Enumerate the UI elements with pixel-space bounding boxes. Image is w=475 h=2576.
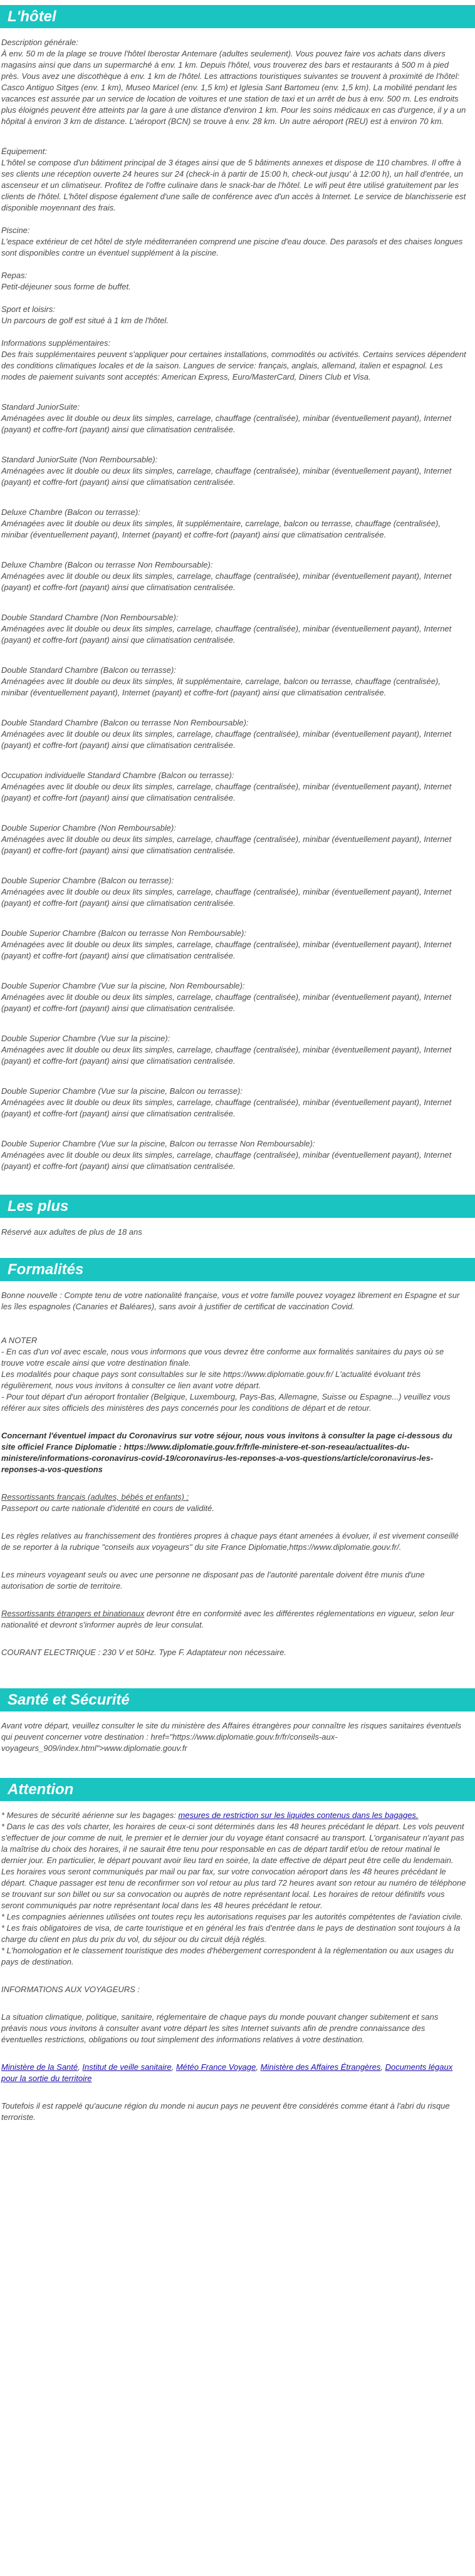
room-name: Standard JuniorSuite:: [1, 402, 80, 412]
official-links: Ministère de la Santé, Institut de veille sanitaire, Météo France Voyage, Ministère des Affaires Étrangères, Documents légaux pour la sortie du territoire: [1, 2062, 453, 2083]
room-item: [1, 559, 466, 593]
room-item: [1, 402, 466, 435]
note-label: A NOTER: [1, 1336, 38, 1345]
plus-content: [0, 1227, 475, 1238]
section-sante: [0, 1670, 475, 1754]
electric-current-text: COURANT ELECTRIQUE : 230 V et 50Hz. Type F. Adaptateur non nécessaire.: [1, 1648, 286, 1657]
charter-flights-text: * Dans le cas des vols charter, les horaires de ceux-ci sont déterminés dans les 48 heures précédant le départ. Les vols peuvent s'effectuer de jour comme de nuit, le premier et le dernier jour du voyage étant consacré au transport. L'organisateur n'ayant pas la maîtrise du choix des horaires, il ne saurait être tenu pour responsable en cas de départ tardif et/ou de retour matinal le dernier jour. En particulier, le départ pouvant avoir lieu tard en soirée, la date effective de départ peut être celle du lendemain. Les horaires vous seront communiqués par mail ou par fax, sur votre convocation aéroport dans les 48 heures précédant le départ. Chaque passager est tenu de reconfirmer son vol retour au plus tard 72 heures avant son retour au numéro de téléphone se trouvant sur son billet ou sur sa convocation ou auprès de notre représentant local. Les horaires de retour définitifs vous seront communiqués par notre représentant local dans les 48 heures précédant le retour.: [1, 1822, 466, 1910]
room-name: Double Superior Chambre (Vue sur la piscine):: [1, 1034, 170, 1043]
room-item: [1, 980, 466, 1014]
hotel-content: [0, 37, 475, 1172]
room-item: [1, 454, 466, 488]
room-description: Aménagées avec lit double ou deux lits simples, carrelage, chauffage (centralisée), minibar (éventuellement payant), Internet (payant) et coffre-fort (payant) ainsi que climatisation centralisée.: [1, 1150, 452, 1171]
sport-text: Un parcours de golf est situé à 1 km de l'hôtel.: [1, 316, 169, 325]
foreign-nationals-text: devront être en conformité avec les différentes réglementations en vigueur, selon leur nationalité et devront s'informer auprès de leur consulat.: [1, 1609, 454, 1629]
sante-content: [0, 1720, 475, 1754]
foreign-nationals: [1, 1608, 466, 1631]
room-item: [1, 1033, 466, 1067]
formalites-note: [1, 1335, 466, 1414]
info-text: Des frais supplémentaires peuvent s'appliquer pour certaines installations, commodités ou activités. Certains services dépendent des conditions climatiques locales et de la saison. Langues de service: français, anglais, allemand, italien et espagnol. Les modes de paiement suivants sont acceptés: American Express, Euro/MasterCard, Diners Club et Visa.: [1, 350, 466, 382]
formalites-intro: Bonne nouvelle : Compte tenu de votre nationalité française, vous et votre famille pouvez voyagez librement en Espagne et sur les îles espagnoles (Canaries et Baléares), sans avoir à justifier de certificat de vaccination Covid.: [1, 1291, 460, 1311]
room-item: [1, 928, 466, 962]
meals-text: Petit-déjeuner sous forme de buffet.: [1, 282, 131, 291]
description-text: À env. 50 m de la plage se trouve l'hôtel Iberostar Antemare (adultes seulement). Vous pouvez faire vos achats dans divers magasins ainsi que dans un supermarché à env. 1 km. Depuis l'hôtel, vous trouverez des bars et restaurants à 500 m à pied près. Vous avez une discothèque à env. 1 km de l'hôtel. Les attractions touristiques suivantes se trouvent à proximité de l'hôtel: Casco Antiguo Sitges (env. 1 km), Museo Maricel (env. 1,5 km) et Iglesia Sant Bartomeu (env. 1,5 km). La mobilité pendant les vacances est assurée par un service de location de voitures et une station de taxi et un arrêt de bus à env. 500 m. Les endroits plus éloignés peuvent être atteints par la gare à une distance d'environ 1 km. Pour les soins médicaux en cas d'urgence, il y a un hôpital à environ 3 km de distance. L'aéroport (BCN) se trouve à env. 28 km. Un autre aéroport (REU) est à environ 70 km.: [1, 49, 466, 126]
room-description: Aménagées avec lit double ou deux lits simples, carrelage, chauffage (centralisée), minibar (éventuellement payant), Internet (payant) et coffre-fort (payant) ainsi que climatisation centralisée.: [1, 413, 452, 434]
room-description: Aménagées avec lit double ou deux lits simples, carrelage, chauffage (centralisée), minibar (éventuellement payant), Internet (payant) et coffre-fort (payant) ainsi que climatisation centralisée.: [1, 834, 452, 855]
room-name: Double Standard Chambre (Balcon ou terrasse):: [1, 665, 176, 675]
travellers-info-label: INFORMATIONS AUX VOYAGEURS :: [1, 1985, 140, 1994]
liquids-restriction-link[interactable]: mesures de restriction sur les liquides contenus dans les bagages.: [178, 1810, 419, 1820]
description-label: Description générale:: [1, 38, 78, 47]
room-name: Double Standard Chambre (Balcon ou terrasse Non Remboursable):: [1, 718, 249, 727]
room-description: Aménagées avec lit double ou deux lits simples, carrelage, chauffage (centralisée), minibar (éventuellement payant), Internet (payant) et coffre-fort (payant) ainsi que climatisation centralisée.: [1, 887, 452, 908]
room-name: Double Superior Chambre (Vue sur la piscine, Balcon ou terrasse):: [1, 1086, 243, 1096]
room-description: Aménagées avec lit double ou deux lits simples, carrelage, chauffage (centralisée), minibar (éventuellement payant), Internet (payant) et coffre-fort (payant) ainsi que climatisation centralisée.: [1, 1045, 452, 1066]
room-description: Aménagées avec lit double ou deux lits simples, carrelage, chauffage (centralisée), minibar (éventuellement payant), Internet (payant) et coffre-fort (payant) ainsi que climatisation centralisée.: [1, 1098, 452, 1118]
section-attention: [0, 1765, 475, 2123]
equipment-text: L'hôtel se compose d'un bâtiment principal de 3 étages ainsi que de 5 bâtiments annexes et dispose de 110 chambres. Il offre à ses clients une réception ouverte 24 heures sur 24 (check-in à partir de 15:00 h, check-out jusqu' à 12:00 h), un hall d'entrée, un ascenseur et un climatiseur. Profitez de l'offre culinaire dans le snack-bar de l'hôtel. Le wifi peut être utilisé gratuitement par les clients de l'hôtel. L'hôtel dispose également d'une salle de conférence avec d'un accès à Internet. Le service de blanchisserie est disponible moyennant des frais.: [1, 158, 466, 212]
room-name: Standard JuniorSuite (Non Remboursable):: [1, 455, 158, 464]
room-description: Aménagées avec lit double ou deux lits simples, carrelage, chauffage (centralisée), minibar (éventuellement payant), Internet (payant) et coffre-fort (payant) ainsi que climatisation centralisée.: [1, 624, 452, 645]
link-ministere-sante[interactable]: Ministère de la Santé: [1, 2062, 78, 2072]
section-title-plus: Les plus: [0, 1195, 475, 1218]
room-description: Aménagées avec lit double ou deux lits simples, carrelage, chauffage (centralisée), minibar (éventuellement payant), Internet (payant) et coffre-fort (payant) ainsi que climatisation centralisée.: [1, 992, 452, 1013]
room-item: [1, 507, 466, 541]
link-documents-legaux[interactable]: Documents légaux pour la sortie du territoire: [1, 2062, 453, 2083]
hotel-info: [1, 338, 466, 383]
travellers-info-text: La situation climatique, politique, sanitaire, réglementaire de chaque pays du monde pouvant changer subitement et sans préavis nous vous invitons à consulter avant votre départ les sites Internet suivants afin de prendre connaissance des éventuelles restrictions, obligations ou tout simplement des informations relatives à votre destination.: [1, 2012, 439, 2044]
room-item: [1, 665, 466, 699]
french-nationals-label: Ressortissants français (adultes, bébés et enfants) :: [1, 1492, 189, 1502]
room-description: Aménagées avec lit double ou deux lits simples, lit supplémentaire, carrelage, balcon ou terrasse, chauffage (centralisée), minibar (éventuellement payant), Internet (payant) et coffre-fort (payant) ainsi que climatisation centralisée.: [1, 677, 441, 697]
room-item: [1, 717, 466, 751]
equipment-label: Équipement:: [1, 147, 47, 156]
hotel-sport: [1, 304, 466, 326]
room-description: Aménagées avec lit double ou deux lits simples, lit supplémentaire, carrelage, balcon ou terrasse, chauffage (centralisée), minibar (éventuellement payant), Internet (payant) et coffre-fort (payant) ainsi que climatisation centralisée.: [1, 519, 441, 539]
room-name: Deluxe Chambre (Balcon ou terrasse Non Remboursable):: [1, 560, 213, 569]
minors-text: Les mineurs voyageant seuls ou avec une personne ne disposant pas de l'autorité parentale doivent être munis d'une autorisation de sortie de territoire.: [1, 1570, 425, 1591]
foreign-nationals-label: Ressortissants étrangers et binationaux: [1, 1609, 145, 1618]
room-name: Double Superior Chambre (Vue sur la piscine, Balcon ou terrasse Non Remboursable):: [1, 1139, 315, 1148]
section-title-formalites: Formalités: [0, 1258, 475, 1281]
hotel-equipment: [1, 146, 466, 214]
room-item: [1, 612, 466, 646]
section-hotel: [0, 0, 475, 1172]
sante-text: Avant votre départ, veuillez consulter le site du ministère des Affaires étrangères pour connaître les risques sanitaires éventuels qui peuvent concerner votre destination : href="https://www.diplomatie.gouv.fr/fr/conseils-aux-voyageurs_909/index.html">www.diplomatie.gouv.fr: [1, 1721, 462, 1753]
room-name: Occupation individuelle Standard Chambre (Balcon ou terrasse):: [1, 771, 234, 780]
room-name: Double Superior Chambre (Vue sur la piscine, Non Remboursable):: [1, 981, 245, 990]
section-title-sante: Santé et Sécurité: [0, 1688, 475, 1711]
french-nationals-text: Passeport ou carte nationale d'identité en cours de validité.: [1, 1504, 214, 1513]
room-item: [1, 1138, 466, 1172]
pool-text: L'espace extérieur de cet hôtel de style méditerranéen comprend une piscine d'eau douce. Des parasols et des chaises longues sont disponibles contre un éventuel supplément à la piscine.: [1, 237, 463, 257]
visa-fees-text: * Les frais obligatoires de visa, de carte touristique et en général les frais d'entrée dans le pays de destination sont toujours à la charge du client en plus du prix du vol, du séjour ou du circuit déjà réglés.: [1, 1923, 461, 1944]
room-list: [1, 402, 466, 1172]
link-meteo-france[interactable]: Météo France Voyage: [175, 2062, 256, 2072]
airlines-text: * Les compagnies aériennes utilisées ont toutes reçu les autorisations requises par les autorités compétentes de l'aviation civile.: [1, 1912, 463, 1921]
room-description: Aménagées avec lit double ou deux lits simples, carrelage, chauffage (centralisée), minibar (éventuellement payant), Internet (payant) et coffre-fort (payant) ainsi que climatisation centralisée.: [1, 466, 452, 487]
room-description: Aménagées avec lit double ou deux lits simples, carrelage, chauffage (centralisée), minibar (éventuellement payant), Internet (payant) et coffre-fort (payant) ainsi que climatisation centralisée.: [1, 729, 452, 750]
room-name: Double Superior Chambre (Balcon ou terrasse Non Remboursable):: [1, 928, 246, 938]
classification-text: * L'homologation et le classement touristique des modes d'hébergement correspondent à la réglementation ou aux usages du pays de destination.: [1, 1946, 454, 1966]
pool-label: Piscine:: [1, 226, 30, 235]
info-label: Informations supplémentaires:: [1, 338, 111, 348]
section-formalites: [0, 1249, 475, 1658]
hotel-description: [1, 37, 466, 127]
sport-label: Sport et loisirs:: [1, 304, 55, 314]
room-item: [1, 875, 466, 909]
room-item: [1, 1086, 466, 1119]
border-rules-text: Les règles relatives au franchissement des frontières propres à chaque pays étant amenées à évoluer, il est vivement conseillé de se reporter à la rubrique "conseils aux voyageurs" du site France Diplomatie,https://www.diplomatie.gouv.fr/.: [1, 1531, 459, 1552]
terrorism-risk-text: Toutefois il est rappelé qu'aucune région du monde ni aucun pays ne peuvent être considérés comme étant à l'abri du risque terroriste.: [1, 2101, 450, 2122]
french-nationals: [1, 1492, 466, 1514]
room-name: Double Standard Chambre (Non Remboursable):: [1, 613, 179, 622]
link-affaires-etrangeres[interactable]: Ministère des Affaires Étrangères: [260, 2062, 381, 2072]
meals-label: Repas:: [1, 271, 28, 280]
section-title-hotel: L'hôtel: [0, 5, 475, 28]
room-description: Aménagées avec lit double ou deux lits simples, carrelage, chauffage (centralisée), minibar (éventuellement payant), Internet (payant) et coffre-fort (payant) ainsi que climatisation centralisée.: [1, 571, 452, 592]
formalites-content: [0, 1290, 475, 1658]
baggage-security: [1, 1810, 466, 1821]
hotel-pool: [1, 225, 466, 259]
link-veille-sanitaire[interactable]: Institut de veille sanitaire: [82, 2062, 172, 2072]
room-name: Deluxe Chambre (Balcon ou terrasse):: [1, 507, 140, 517]
room-item: [1, 823, 466, 856]
plus-text: Réservé aux adultes de plus de 18 ans: [1, 1227, 142, 1237]
covid-text: Concernant l'éventuel impact du Coronavirus sur votre séjour, nous vous invitons à consulter la page ci-dessous du site officiel France Diplomatie : https://www.diplomatie.gouv.fr/fr/le-ministere-et-son-reseau/actualites-du-ministere/informations-coronavirus-covid-19/coronavirus-les-reponses-a-vos-questions/article/coronavirus-les-reponses-a-vos-questions: [1, 1431, 452, 1474]
section-plus: [0, 1183, 475, 1238]
room-name: Double Superior Chambre (Balcon ou terrasse):: [1, 876, 174, 885]
attention-content: [0, 1810, 475, 2123]
hotel-meals: [1, 270, 466, 293]
room-description: Aménagées avec lit double ou deux lits simples, carrelage, chauffage (centralisée), minibar (éventuellement payant), Internet (payant) et coffre-fort (payant) ainsi que climatisation centralisée.: [1, 940, 452, 960]
note-text: - En cas d'un vol avec escale, nous vous informons que vous devrez être conforme aux formalités sanitaires du pays où se trouve votre escale ainsi que votre destination finale. Les modalités pour chaque pays sont consultables sur le site https://www.diplomatie.gouv.fr/ L'actualité évoluant très régulièrement, nous vous invitons à consulter ce lien avant votre départ. - Pour tout départ d'un aéroport frontalier (Belgique, Luxembourg, Pays-Bas, Allemagne, Suisse ou Espagne...) veuillez vous référer aux sites officiels des ministères des pays concernés pour les conditions de départ et de retour.: [1, 1347, 451, 1413]
room-description: Aménagées avec lit double ou deux lits simples, carrelage, chauffage (centralisée), minibar (éventuellement payant), Internet (payant) et coffre-fort (payant) ainsi que climatisation centralisée.: [1, 782, 452, 802]
room-item: [1, 770, 466, 804]
room-name: Double Superior Chambre (Non Remboursable):: [1, 823, 176, 833]
baggage-security-text: * Mesures de sécurité aérienne sur les bagages:: [1, 1810, 179, 1820]
section-title-attention: Attention: [0, 1778, 475, 1801]
